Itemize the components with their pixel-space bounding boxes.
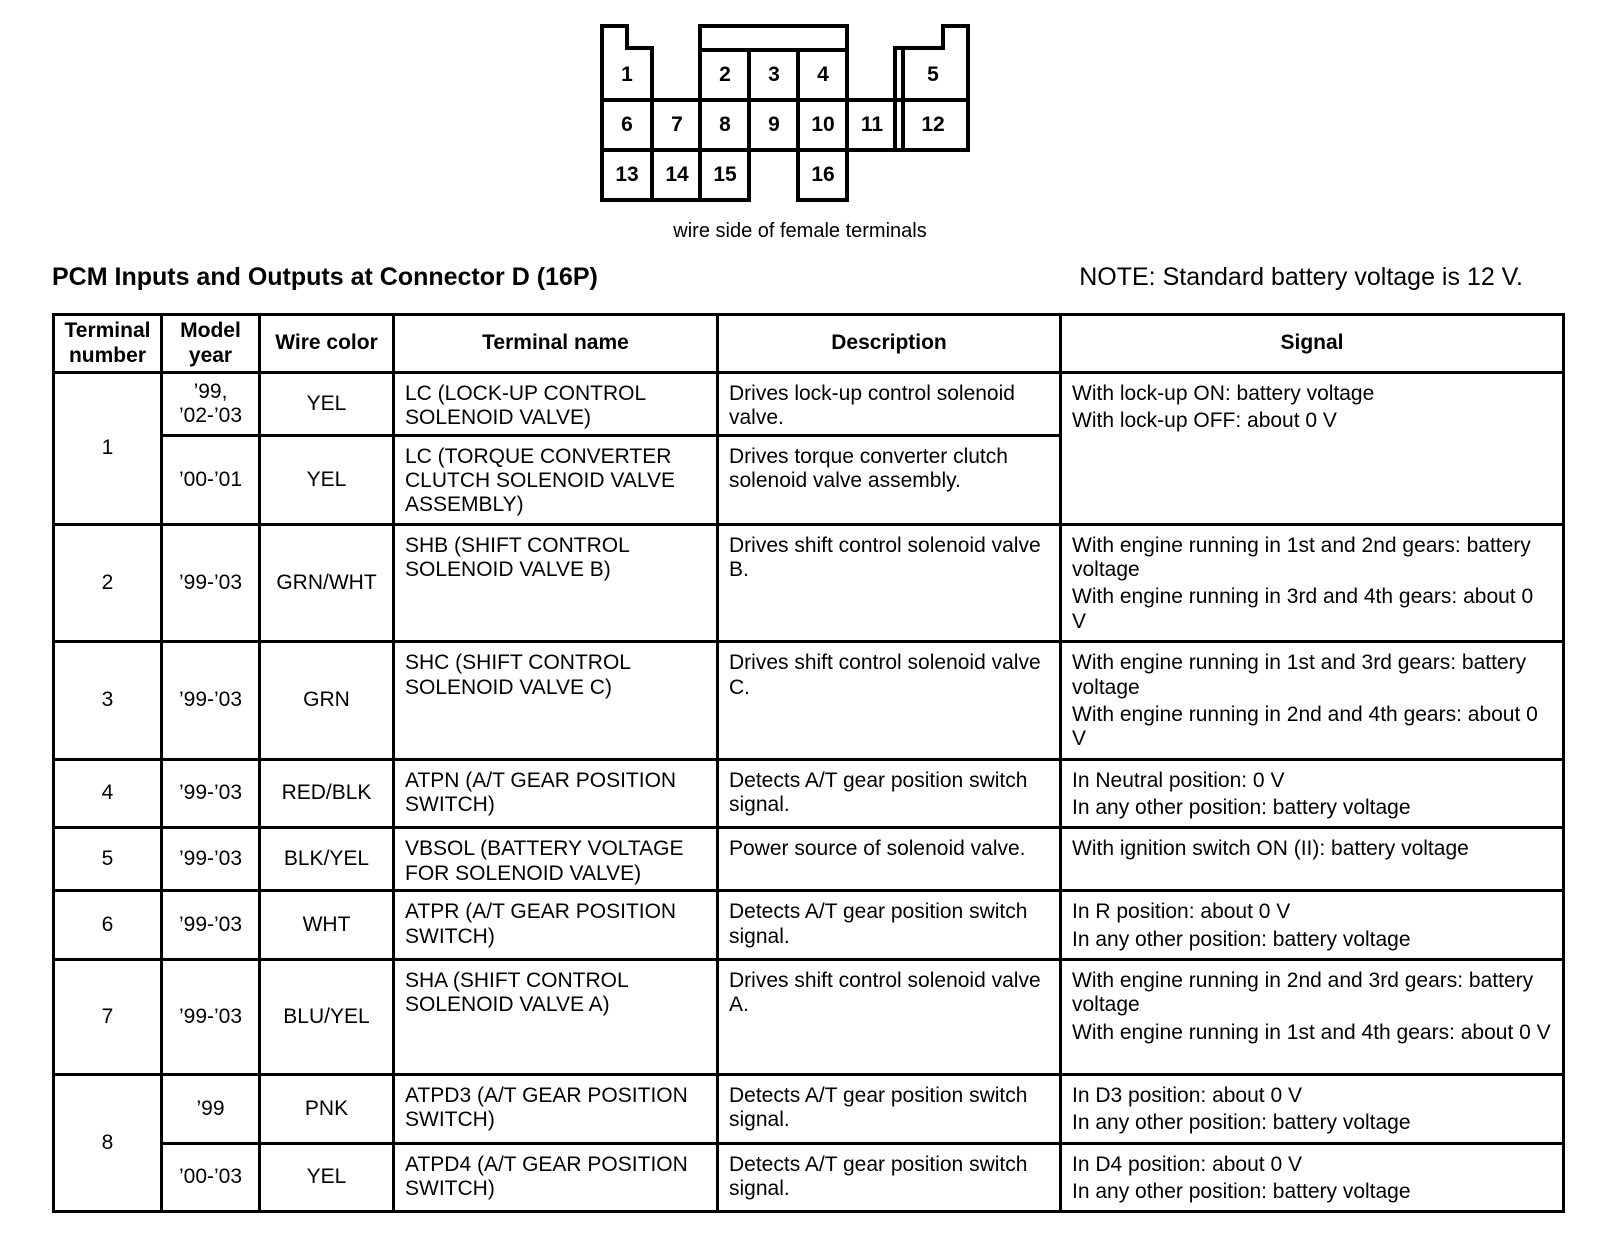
description-cell: Drives shift control solenoid valve A. [718,960,1061,1075]
terminal-8: 8 [719,113,731,136]
model-year-cell: ’99 [162,1075,260,1144]
signal-cell [1061,1075,1564,1144]
wire-color-cell: YEL [260,373,394,436]
pcm-io-table [52,313,1565,1213]
terminal-name-cell: ATPN (A/T GEAR POSITION SWITCH) [394,759,718,828]
description-cell: Drives lock-up control solenoid valve. [718,373,1061,436]
signal-cell [1061,642,1564,759]
terminal-name-cell: LC (TORQUE CONVERTER CLUTCH SOLENOID VALVE ASSEMBLY) [394,435,718,524]
model-year-cell: ’99-’03 [162,642,260,759]
terminal-name-cell: SHB (SHIFT CONTROL SOLENOID VALVE B) [394,524,718,641]
terminal-16: 16 [811,163,835,186]
terminal-4: 4 [817,63,829,86]
description-cell: Drives shift control solenoid valve C. [718,642,1061,759]
wire-color-cell: BLU/YEL [260,960,394,1075]
signal-line: In R position: about 0 V [1072,900,1291,924]
terminal-number-cell: 4 [54,759,162,828]
model-year-cell: ’00-’01 [162,435,260,524]
table-row [54,891,1564,960]
model-year-cell: ’00-’03 [162,1143,260,1212]
terminal-5: 5 [927,63,939,86]
signal-line: With engine running in 1st and 3rd gears: battery voltage [1072,651,1527,699]
terminal-name-cell: SHA (SHIFT CONTROL SOLENOID VALVE A) [394,960,718,1075]
table-row [54,759,1564,828]
terminal-name-cell: ATPD4 (A/T GEAR POSITION SWITCH) [394,1143,718,1212]
terminal-number-cell: 7 [54,960,162,1075]
header-terminal-name: Terminal name [394,315,718,373]
description-cell: Drives shift control solenoid valve B. [718,524,1061,641]
description-cell: Detects A/T gear position switch signal. [718,1143,1061,1212]
signal-cell [1061,828,1564,891]
wire-color-cell: PNK [260,1075,394,1144]
description-cell: Detects A/T gear position switch signal. [718,759,1061,828]
signal-line: With engine running in 2nd and 4th gears: about 0 V [1072,702,1538,751]
header-wire-color: Wire color [260,315,394,373]
terminal-11: 11 [860,113,884,136]
table-row [54,828,1564,891]
page-title: PCM Inputs and Outputs at Connector D (16P) [52,263,598,291]
table-row [54,960,1564,1075]
terminal-number-cell: 5 [54,828,162,891]
signal-line: With lock-up OFF: about 0 V [1072,409,1337,433]
table-row [54,1143,1564,1212]
signal-line: In any other position: battery voltage [1072,1180,1411,1204]
table-header-row [54,315,1564,373]
signal-line: With engine running in 2nd and 3rd gears: battery voltage [1072,969,1534,1017]
header-description: Description [718,315,1061,373]
signal-cell [1061,1143,1564,1212]
wire-color-cell: YEL [260,435,394,524]
signal-cell [1061,759,1564,828]
terminal-9: 9 [768,113,780,136]
table-row [54,524,1564,641]
wire-color-cell: YEL [260,1143,394,1212]
signal-cell [1061,524,1564,641]
table-row [54,1075,1564,1144]
terminal-1: 1 [621,63,633,86]
terminal-number-cell: 6 [54,891,162,960]
table-row [54,642,1564,759]
terminal-14: 14 [665,163,689,186]
terminal-number-cell: 3 [54,642,162,759]
signal-line: With engine running in 1st and 2nd gears: battery voltage [1072,533,1531,582]
terminal-12: 12 [921,113,945,136]
terminal-10: 10 [811,113,835,136]
terminal-7: 7 [671,113,683,136]
terminal-number-cell: 2 [54,524,162,641]
signal-line: In D4 position: about 0 V [1072,1152,1302,1176]
terminal-name-cell: LC (LOCK-UP CONTROL SOLENOID VALVE) [394,373,718,436]
wire-color-cell: WHT [260,891,394,960]
model-year-cell: ’99-’03 [162,759,260,828]
wire-color-cell: RED/BLK [260,759,394,828]
terminal-name-cell: ATPR (A/T GEAR POSITION SWITCH) [394,891,718,960]
model-year-cell: ’99-’03 [162,960,260,1075]
signal-line: In D3 position: about 0 V [1072,1084,1302,1108]
signal-line: In any other position: battery voltage [1072,927,1411,951]
model-year-cell: ’99-’03 [162,524,260,641]
signal-line: With ignition switch ON (II): battery voltage [1072,837,1469,861]
header-signal: Signal [1061,315,1564,373]
signal-line: With engine running in 3rd and 4th gears: about 0 V [1072,585,1534,633]
connector-caption: wire side of female terminals [673,220,927,242]
signal-cell [1061,373,1564,525]
terminal-name-cell: VBSOL (BATTERY VOLTAGE FOR SOLENOID VALVE) [394,828,718,891]
terminal-13: 13 [615,163,639,186]
description-cell: Drives torque converter clutch solenoid valve assembly. [718,435,1061,524]
terminal-3: 3 [768,63,780,86]
terminal-15: 15 [713,163,737,186]
terminal-2: 2 [719,63,731,86]
terminal-number-cell: 1 [54,373,162,525]
signal-line: In any other position: battery voltage [1072,795,1411,819]
description-cell: Power source of solenoid valve. [718,828,1061,891]
terminal-name-cell: ATPD3 (A/T GEAR POSITION SWITCH) [394,1075,718,1144]
description-cell: Detects A/T gear position switch signal. [718,891,1061,960]
signal-line: With engine running in 1st and 4th gears: about 0 V [1072,1020,1551,1044]
model-year-cell: ’99-’03 [162,891,260,960]
wire-color-cell: BLK/YEL [260,828,394,891]
model-year-cell: ’99, ’02-’03 [162,373,260,436]
terminal-number-cell: 8 [54,1075,162,1212]
signal-cell [1061,891,1564,960]
header-model-year: Model year [162,315,260,373]
table-row [54,373,1564,436]
model-year-cell: ’99-’03 [162,828,260,891]
header-terminal-number: Terminal number [54,315,162,373]
signal-line: In any other position: battery voltage [1072,1111,1411,1135]
voltage-note: NOTE: Standard battery voltage is 12 V. [1079,263,1523,291]
signal-line: With lock-up ON: battery voltage [1072,382,1375,405]
terminal-6: 6 [621,113,633,136]
wire-color-cell: GRN/WHT [260,524,394,641]
description-cell: Detects A/T gear position switch signal. [718,1075,1061,1144]
signal-cell [1061,960,1564,1075]
wire-color-cell: GRN [260,642,394,759]
terminal-name-cell: SHC (SHIFT CONTROL SOLENOID VALVE C) [394,642,718,759]
signal-line: In Neutral position: 0 V [1072,768,1285,792]
